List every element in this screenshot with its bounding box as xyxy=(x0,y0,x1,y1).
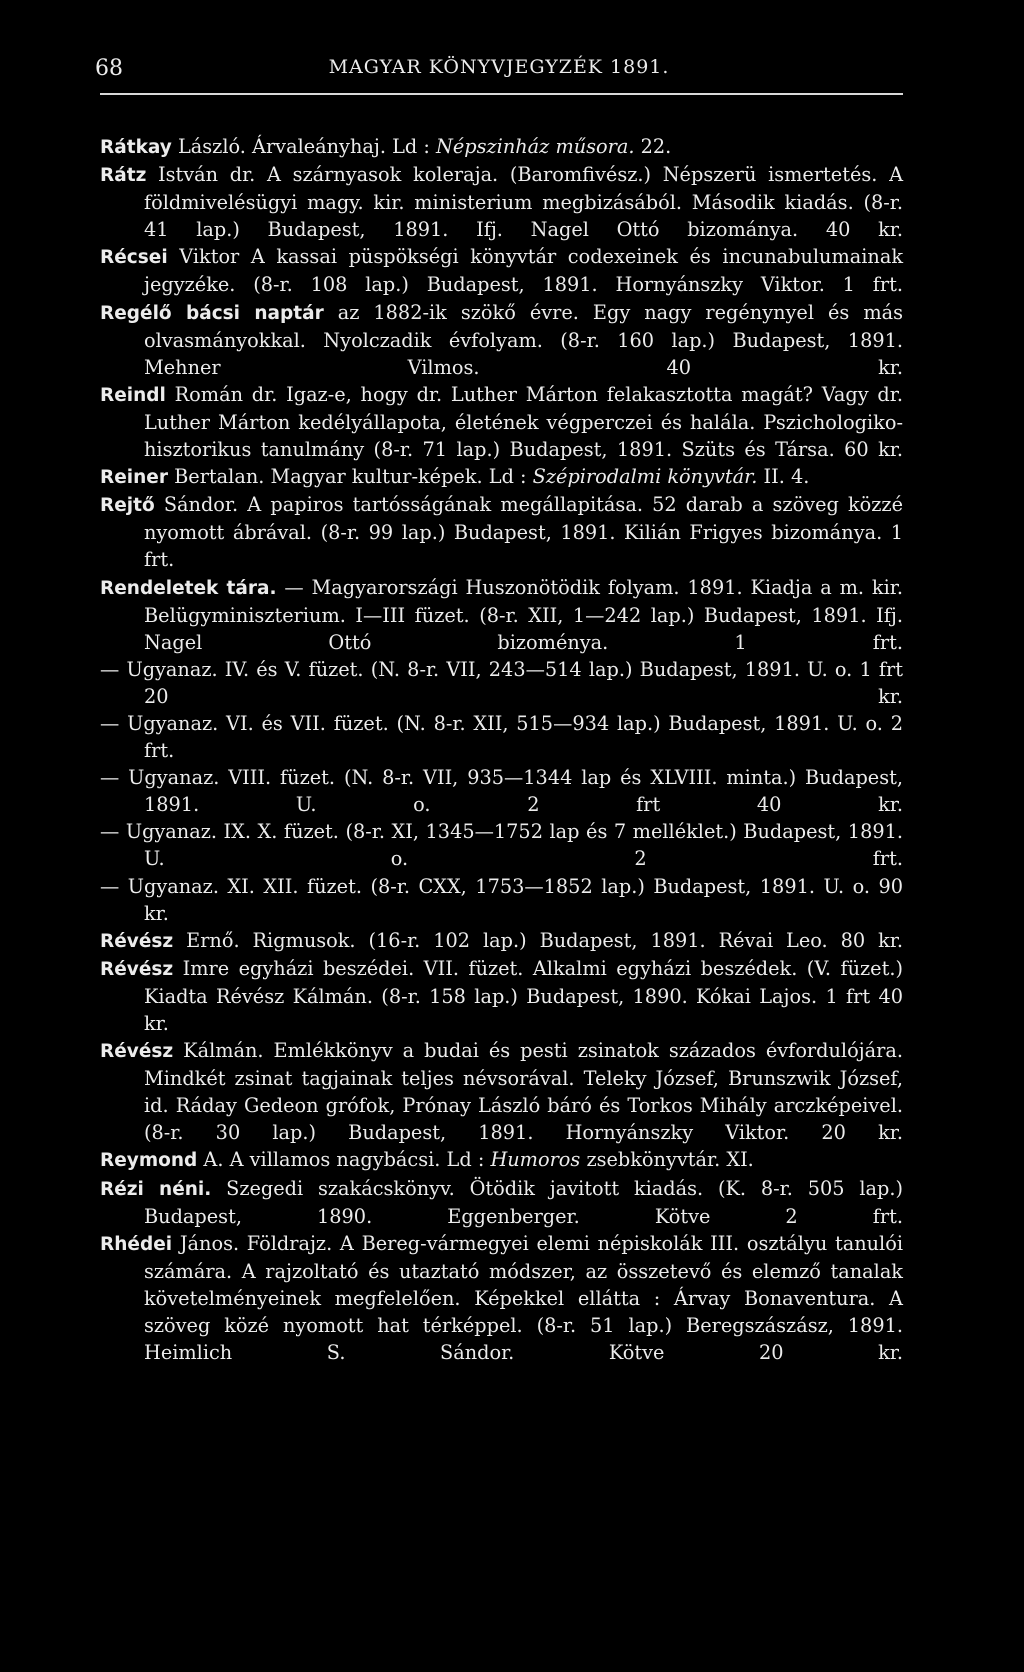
entry-author: Rejtő xyxy=(100,495,155,517)
catalog-entries xyxy=(100,133,903,1366)
entry-text: — Ugyanaz. IX. X. füzet. (8-r. XI, 1345—1752 lap és 7 melléklet.) Budapest, 1891. U. o. 2 frt. xyxy=(100,820,903,871)
catalog-entry xyxy=(100,955,903,1037)
entry-text-tail: zsebkönyvtár. XI. xyxy=(580,1148,754,1172)
entry-author: Révész xyxy=(100,930,174,952)
catalog-entry xyxy=(100,381,903,463)
entry-text: az 1882-ik szökő évre. Egy nagy regénynyel és más olvasmányokkal. Nyolczadik évfolyam. (8-r. 160 lap.) Budapest, 1891. Mehner Vilmos. 40 kr. xyxy=(144,300,903,379)
catalog-entry xyxy=(100,764,903,818)
entry-series-title: Humoros xyxy=(490,1148,581,1172)
entry-text: Román dr. Igaz-e, hogy dr. Luther Márton felakasztotta magát? Vagy dr. Luther Márton kedélyállapota, életének végperczei és halála. Pszichologiko-hisztorikus tanulmány (8-r. 71 lap.) Budapest, 1891. Szüts és Társa. 60 kr. xyxy=(144,382,903,462)
page-header xyxy=(95,48,903,80)
catalog-entry xyxy=(100,818,903,872)
entry-text: A. A villamos nagybácsi. Ld : xyxy=(197,1148,491,1172)
entry-text: — Ugyanaz. XI. XII. füzet. (8-r. CXX, 1753—1852 lap.) Budapest, 1891. U. o. 90 kr. xyxy=(100,874,903,925)
entry-text: László. Árvaleányhaj. Ld : xyxy=(171,135,436,158)
catalog-entry xyxy=(100,574,903,656)
entry-text: Viktor A kassai püspökségi könyvtár codexeinek és incunabulumainak jegyzéke. (8-r. 108 lap.) Budapest, 1891. Hornyánszky Viktor. 1 frt. xyxy=(144,245,903,297)
entry-text: Sándor. A papiros tartósságának megállapitása. 52 darab a szöveg közzé nyomott ábrával. (8-r. 99 lap.) Budapest, 1891. Kilián Frigyes bizománya. 1 frt. xyxy=(144,493,903,572)
catalog-entry xyxy=(100,1175,903,1230)
entry-author: Rátkay xyxy=(100,137,172,158)
entry-author: Rendeletek tára. xyxy=(100,577,277,599)
entry-author: Rhédei xyxy=(100,1233,173,1255)
entry-author: Reiner xyxy=(100,467,168,489)
entry-author: Rátz xyxy=(100,165,147,187)
catalog-entry xyxy=(100,927,903,955)
entry-author: Révész xyxy=(100,958,174,980)
catalog-entry xyxy=(100,299,903,381)
entry-text: — Ugyanaz. VIII. füzet. (N. 8-r. VII, 935—1344 lap és XLVIII. minta.) Budapest, 1891. U. o. 2 frt 40 kr. xyxy=(100,766,903,817)
catalog-entry xyxy=(100,161,903,243)
entry-author: Regélő bácsi naptár xyxy=(100,302,324,324)
running-title: MAGYAR KÖNYVJEGYZÉK 1891. xyxy=(328,56,670,78)
catalog-entry xyxy=(100,463,903,491)
entry-text: István dr. A szárnyasok koleraja. (Baromfivész.) Népszerü ismertetés. A földmivelésügyi magy. kir. ministerium megbizásából. Második kiadás. (8-r. 41 lap.) Budapest, 1891. Ifj. Nagel Ottó bizománya. 40 kr. xyxy=(144,163,903,242)
catalog-entry xyxy=(100,710,903,764)
entry-text: Kálmán. Emlékkönyv a budai és pesti zsinatok százados évfordulójára. Mindkét zsinat tagjainak teljes névsorával. Teleky József, Brunszwik József, id. Ráday Gedeon grófok, Prónay László báró és Torkos Mihály arczképeivel. (8-r. 30 lap.) Budapest, 1891. Hornyánszky Viktor. 20 kr. xyxy=(144,1039,903,1145)
entry-text: János. Földrajz. A Bereg-vármegyei elemi népiskolák III. osztályu tanulói számára. A rajzoltató és utaztató módszer, az összetevő és elemző tanalak követelményeinek megfelelően. Képekkel ellátta : Árvay Bonaventura. A szöveg közé nyomott hat térképpel. (8-r. 51 lap.) Beregszászász, 1891. Heimlich S. Sándor. Kötve 20 kr. xyxy=(144,1231,903,1365)
entry-text: Bertalan. Magyar kultur-képek. Ld : xyxy=(167,465,533,489)
entry-text-tail: II. 4. xyxy=(757,465,810,489)
catalog-entry xyxy=(100,1230,903,1366)
entry-text: — Magyarországi Huszonötödik folyam. 1891. Kiadja a m. kir. Belügyminiszterium. I—III füzet. (8-r. XII, 1—242 lap.) Budapest, 1891. Ifj. Nagel Ottó bizoménya. 1 frt. xyxy=(144,575,903,654)
catalog-entry xyxy=(100,656,903,710)
catalog-entry xyxy=(100,1146,903,1174)
entry-text: Ernő. Rigmusok. (16-r. 102 lap.) Budapest, 1891. Révai Leo. 80 kr. xyxy=(173,928,903,952)
entry-series-title: Népszinház műsora. xyxy=(436,135,635,158)
page-number: 68 xyxy=(95,56,123,81)
entry-author: Reindl xyxy=(100,384,166,406)
entry-series-title: Szépirodalmi könyvtár. xyxy=(532,465,758,489)
entry-text: Szegedi szakácskönyv. Ötödik javitott kiadás. (K. 8-r. 505 lap.) Budapest, 1890. Eggenberger. Kötve 2 frt. xyxy=(144,1176,903,1228)
catalog-entry xyxy=(100,133,903,161)
catalog-entry xyxy=(100,491,903,573)
entry-author: Reymond xyxy=(100,1150,198,1172)
header-rule xyxy=(100,93,903,95)
entry-author: Rézi néni. xyxy=(100,1178,212,1200)
catalog-entry xyxy=(100,873,903,927)
entry-text-tail: 22. xyxy=(634,135,672,158)
entry-author: Révész xyxy=(100,1041,174,1063)
entry-text: Imre egyházi beszédei. VII. füzet. Alkalmi egyházi beszédek. (V. füzet.) Kiadta Révész Kálmán. (8-r. 158 lap.) Budapest, 1890. Kókai Lajos. 1 frt 40 kr. xyxy=(144,956,903,1035)
entry-author: Récsei xyxy=(100,247,168,269)
entry-text: — Ugyanaz. VI. és VII. füzet. (N. 8-r. XII, 515—934 lap.) Budapest, 1891. U. o. 2 frt. xyxy=(100,711,903,763)
catalog-entry xyxy=(100,243,903,298)
entry-text: — Ugyanaz. IV. és V. füzet. (N. 8-r. VII, 243—514 lap.) Budapest, 1891. U. o. 1 frt 20 kr. xyxy=(100,657,903,708)
catalog-entry xyxy=(100,1037,903,1146)
